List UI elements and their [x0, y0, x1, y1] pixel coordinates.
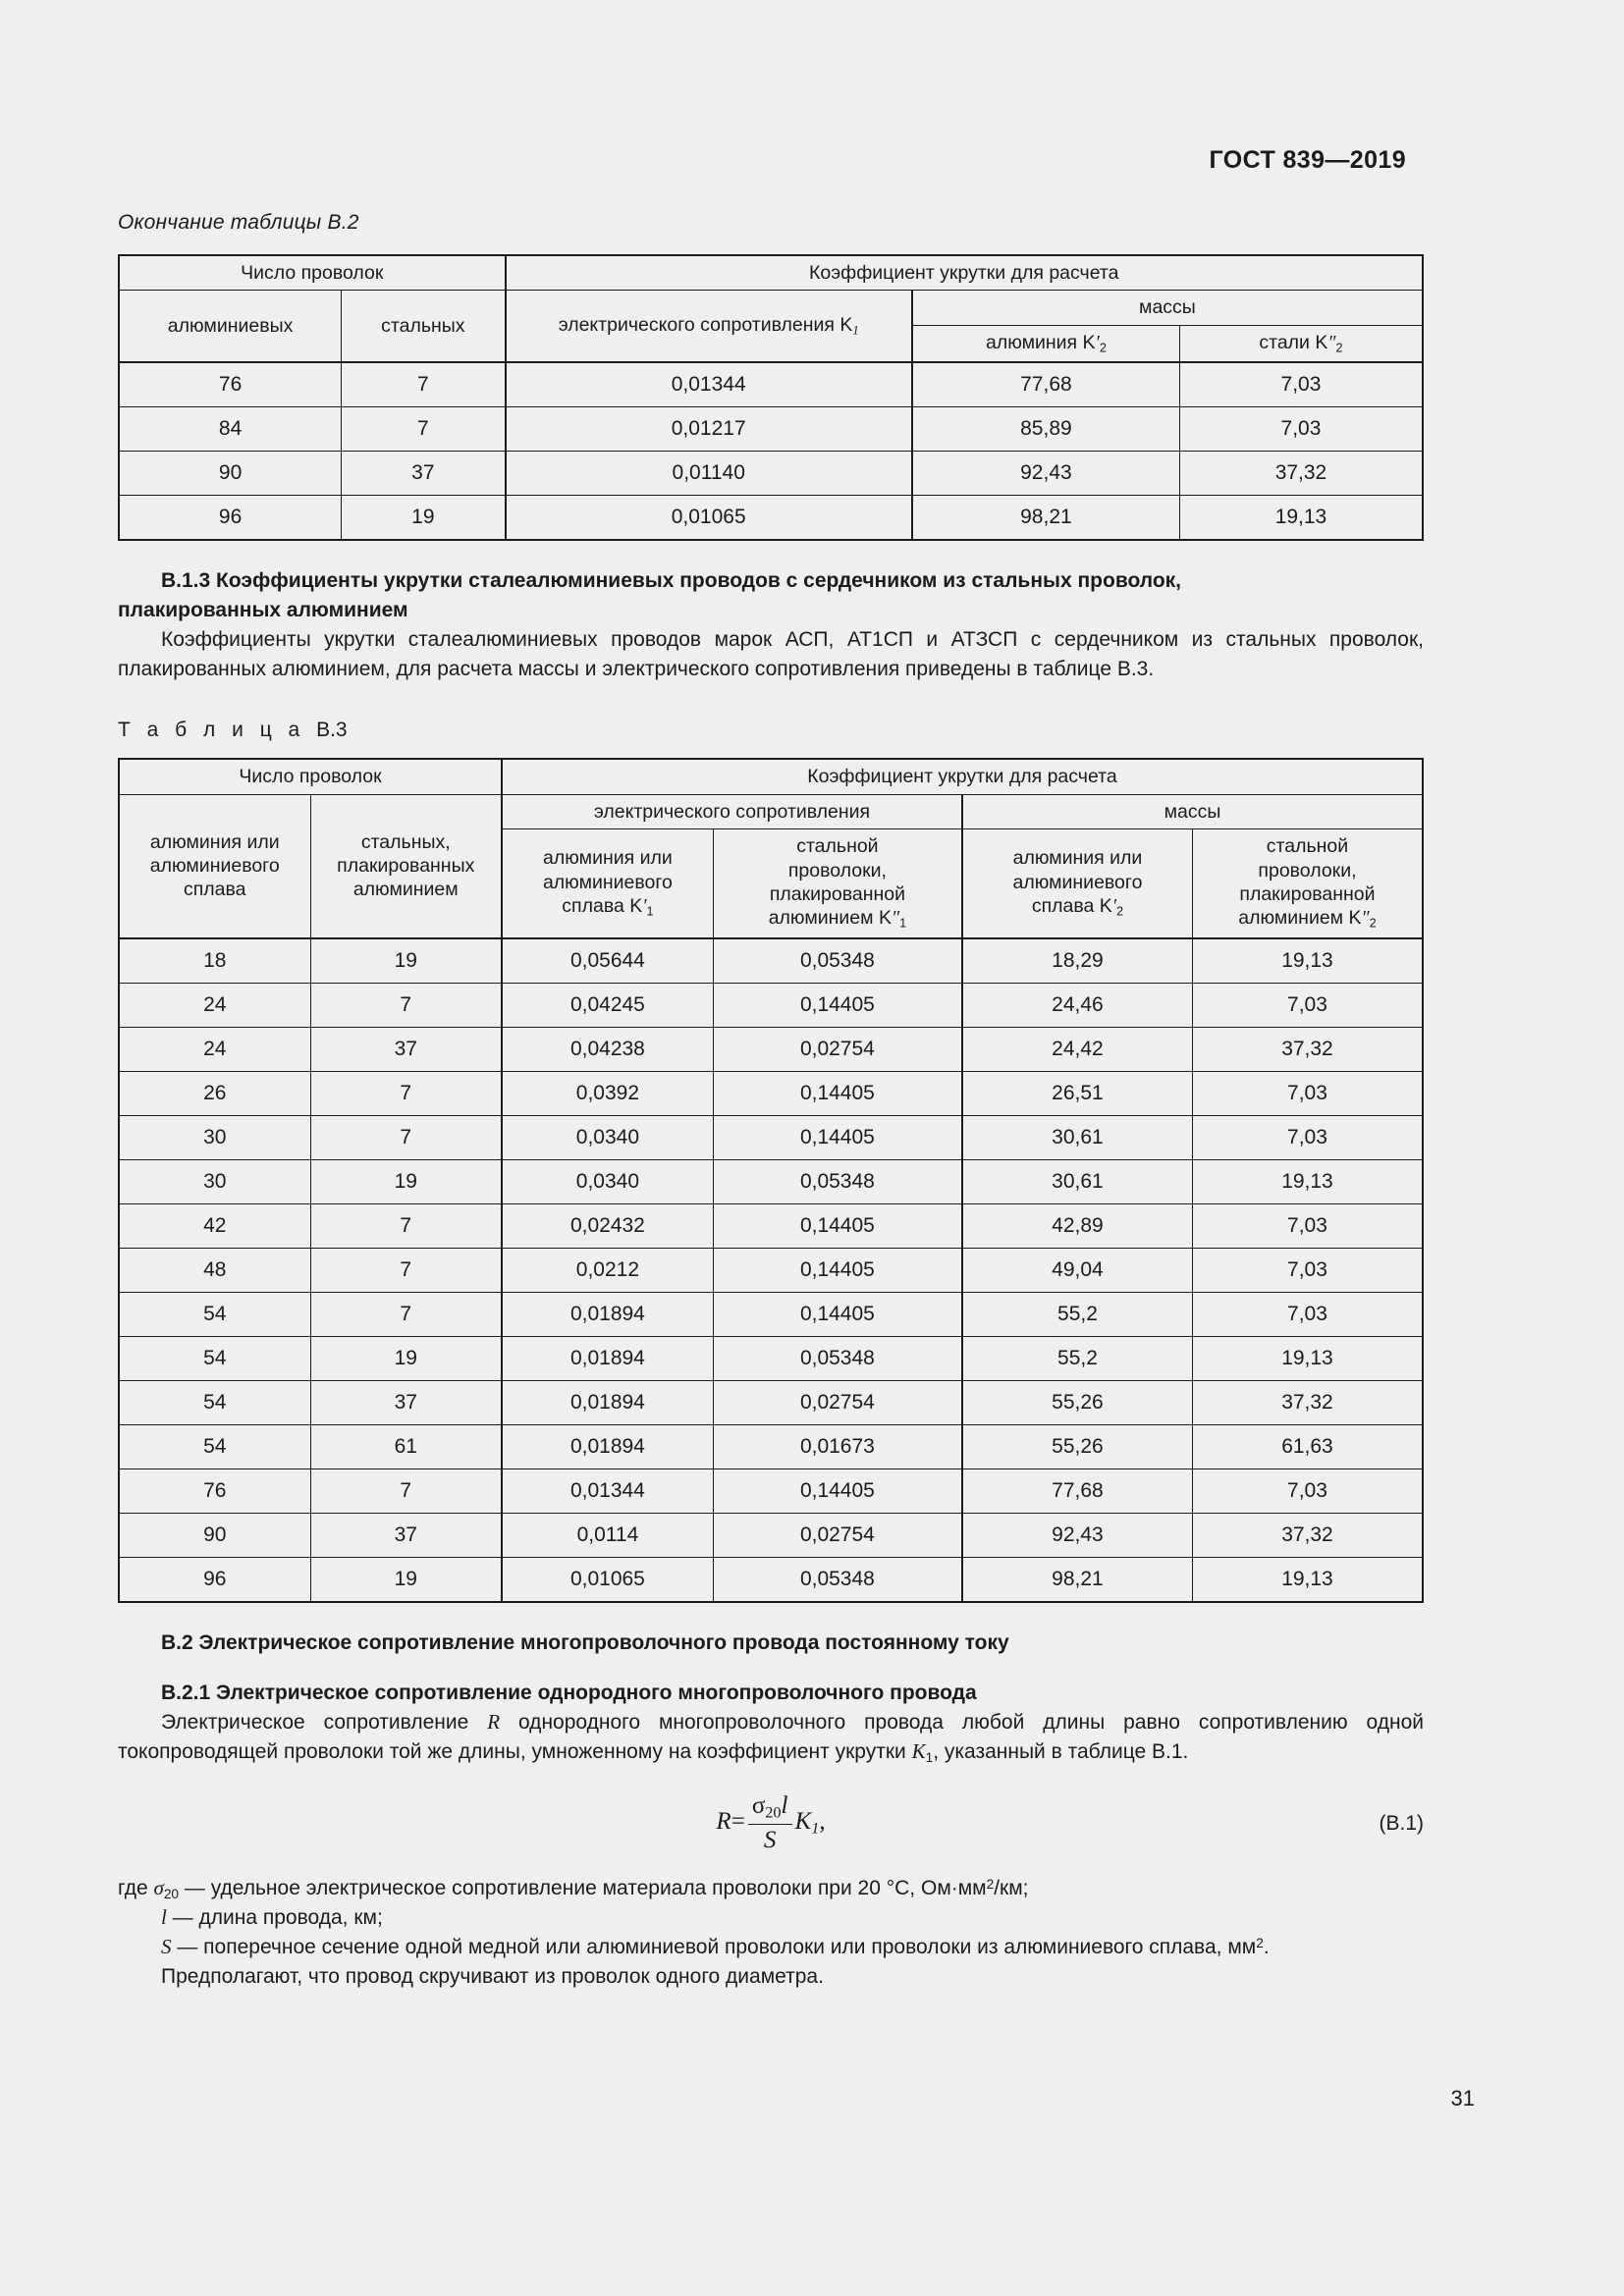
cell-steel: 37 — [310, 1027, 502, 1071]
cell-k2-al: 18,29 — [962, 938, 1192, 984]
cell-aluminium: 30 — [119, 1159, 310, 1203]
cell-k2-al: 24,42 — [962, 1027, 1192, 1071]
cell-k1-steel: 0,05348 — [713, 1336, 962, 1380]
formula-denominator: S — [763, 1826, 777, 1853]
th-mass-steel: стали $K''_2$ — [1179, 325, 1423, 362]
cell-steel: 7 — [310, 1203, 502, 1248]
page-number: 31 — [1450, 2086, 1475, 2110]
cell-mass-al: 77,68 — [912, 362, 1180, 407]
th-mass-aluminium: алюминия $K'_2$ — [912, 325, 1180, 362]
cell-k2-al: 30,61 — [962, 1159, 1192, 1203]
where-line-length: l — длина провода, км; — [161, 1905, 383, 1930]
table-b3 — [118, 758, 1424, 1602]
th-electric-resistance: электрического сопротивления $K_1$ — [506, 291, 912, 362]
cell-k2-al: 77,68 — [962, 1468, 1192, 1513]
cell-steel: 19 — [342, 496, 506, 541]
cell-k1-steel: 0,14405 — [713, 983, 962, 1027]
th-mass-aluminium: алюминия или алюминиевого сплава $K'_2$ — [962, 829, 1192, 938]
cell-k2-al: 55,2 — [962, 1292, 1192, 1336]
cell-k2-al: 30,61 — [962, 1115, 1192, 1159]
table-row — [119, 1336, 1423, 1380]
section-b2-heading: В.2 Электрическое сопротивление многопроволочного провода постоянному току — [161, 1630, 1009, 1654]
section-b13-paragraph: Коэффициенты укрутки сталеалюминиевых проводов марок АСП, АТ1СП и АТЗСП с сердечником из стальных проволок, плакированных алюминием, для расчета массы и электрического сопротивления приведены в таблице В.3. — [118, 627, 1424, 680]
cell-aluminium: 24 — [119, 983, 310, 1027]
cell-k1: 0,01344 — [506, 362, 912, 407]
th-group-resistance: электрического сопротивления — [502, 794, 962, 828]
cell-k2-al: 98,21 — [962, 1557, 1192, 1602]
table-row — [119, 1159, 1423, 1203]
cell-k1-steel: 0,14405 — [713, 1468, 962, 1513]
th-group-mass: массы — [962, 794, 1423, 828]
cell-k2-al: 24,46 — [962, 983, 1192, 1027]
cell-steel: 37 — [342, 452, 506, 496]
cell-steel: 7 — [310, 1248, 502, 1292]
cell-k2-al: 26,51 — [962, 1071, 1192, 1115]
cell-k2-steel: 7,03 — [1192, 1071, 1423, 1115]
cell-k1-steel: 0,05348 — [713, 1557, 962, 1602]
cell-aluminium: 76 — [119, 1468, 310, 1513]
cell-aluminium: 96 — [119, 496, 342, 541]
th-resistance-aluminium: алюминия или алюминиевого сплава $K'_1$ — [502, 829, 713, 938]
cell-aluminium: 54 — [119, 1292, 310, 1336]
cell-steel: 7 — [310, 1468, 502, 1513]
cell-mass-steel: 7,03 — [1179, 362, 1423, 407]
cell-steel: 37 — [310, 1513, 502, 1557]
cell-k2-steel: 7,03 — [1192, 1292, 1423, 1336]
cell-steel: 7 — [310, 1115, 502, 1159]
cell-mass-steel: 19,13 — [1179, 496, 1423, 541]
cell-aluminium: 90 — [119, 452, 342, 496]
cell-k1: 0,01217 — [506, 407, 912, 452]
cell-k1-al: 0,0212 — [502, 1248, 713, 1292]
cell-k2-steel: 37,32 — [1192, 1380, 1423, 1424]
cell-mass-al: 98,21 — [912, 496, 1180, 541]
formula-numerator: $\sigma_{20}l$ — [748, 1792, 792, 1825]
cell-k1-steel: 0,05348 — [713, 1159, 962, 1203]
table-row — [119, 1468, 1423, 1513]
cell-k1-steel: 0,14405 — [713, 1071, 962, 1115]
where-definitions — [118, 1874, 1424, 1992]
cell-k2-steel: 7,03 — [1192, 983, 1423, 1027]
page-header-standard: ГОСТ 839—2019 — [1209, 146, 1406, 174]
table-row-header — [119, 291, 1423, 325]
cell-k2-steel: 19,13 — [1192, 1336, 1423, 1380]
table-row — [119, 1248, 1423, 1292]
cell-k1-steel: 0,05348 — [713, 938, 962, 984]
formula-number: (В.1) — [1379, 1811, 1424, 1835]
cell-steel: 7 — [342, 362, 506, 407]
where-line-section: S — поперечное сечение одной медной или алюминиевой проволоки или проволоки из алюминиевого сплава, $мм^2$. — [161, 1934, 1270, 1958]
cell-k1-al: 0,01894 — [502, 1424, 713, 1468]
cell-k2-al: 55,26 — [962, 1424, 1192, 1468]
cell-k2-steel: 7,03 — [1192, 1468, 1423, 1513]
cell-aluminium: 84 — [119, 407, 342, 452]
cell-k2-al: 49,04 — [962, 1248, 1192, 1292]
table-row — [119, 407, 1423, 452]
cell-k1: 0,01065 — [506, 496, 912, 541]
cell-k1-al: 0,01894 — [502, 1292, 713, 1336]
cell-k2-steel: 19,13 — [1192, 1159, 1423, 1203]
table-row — [119, 1380, 1423, 1424]
cell-k1-al: 0,01894 — [502, 1336, 713, 1380]
section-b13-heading — [118, 566, 1424, 596]
formula-b1 — [118, 1792, 1424, 1854]
cell-k2-steel: 37,32 — [1192, 1027, 1423, 1071]
cell-k1-steel: 0,02754 — [713, 1513, 962, 1557]
cell-aluminium: 54 — [119, 1424, 310, 1468]
table-row — [119, 938, 1423, 984]
table-row — [119, 1203, 1423, 1248]
section-b13-heading-line2: плакированных алюминием — [118, 598, 408, 621]
table-row-header — [119, 255, 1423, 291]
cell-k1: 0,01140 — [506, 452, 912, 496]
cell-k1-steel: 0,01673 — [713, 1424, 962, 1468]
cell-k2-steel: 19,13 — [1192, 1557, 1423, 1602]
page-content — [118, 211, 1424, 1991]
cell-k1-al: 0,05644 — [502, 938, 713, 984]
th-group-wires: Число проволок — [119, 759, 502, 794]
cell-k1-al: 0,0392 — [502, 1071, 713, 1115]
where-line-note: Предполагают, что провод скручивают из проволок одного диаметра. — [161, 1964, 824, 1988]
cell-k1-al: 0,01344 — [502, 1468, 713, 1513]
cell-aluminium: 18 — [119, 938, 310, 984]
cell-mass-steel: 7,03 — [1179, 407, 1423, 452]
formula-fraction — [748, 1792, 792, 1854]
cell-aluminium: 30 — [119, 1115, 310, 1159]
th-group-coeff: Коэффициент укрутки для расчета — [506, 255, 1423, 291]
table-row — [119, 983, 1423, 1027]
cell-k2-steel: 61,63 — [1192, 1424, 1423, 1468]
cell-steel: 7 — [310, 1292, 502, 1336]
cell-k1-al: 0,01894 — [502, 1380, 713, 1424]
cell-k2-al: 42,89 — [962, 1203, 1192, 1248]
section-b13-heading-line1: В.1.3 Коэффициенты укрутки сталеалюминиевых проводов с сердечником из стальных проволок, — [161, 569, 1181, 593]
cell-mass-al: 92,43 — [912, 452, 1180, 496]
cell-steel: 7 — [310, 983, 502, 1027]
table-row — [119, 1424, 1423, 1468]
table-row-header — [119, 759, 1423, 794]
cell-aluminium: 96 — [119, 1557, 310, 1602]
th-steel-clad: стальных, плакированных алюминием — [310, 794, 502, 937]
cell-k1-al: 0,0340 — [502, 1159, 713, 1203]
cell-k1-al: 0,0114 — [502, 1513, 713, 1557]
cell-k2-al: 55,26 — [962, 1380, 1192, 1424]
table-b2-end — [118, 254, 1424, 541]
table-row — [119, 1513, 1423, 1557]
cell-k1-steel: 0,14405 — [713, 1203, 962, 1248]
cell-k2-steel: 7,03 — [1192, 1115, 1423, 1159]
section-b21-paragraph: Электрическое сопротивление R однородного многопроволочного провода любой длины равно сопротивлению одной токопроводящей проволоки той же длины, умноженному на коэффициент укрутки $K_1$, указанный в таблице В.1. — [118, 1710, 1424, 1765]
cell-k1-al: 0,04245 — [502, 983, 713, 1027]
cell-steel: 7 — [310, 1071, 502, 1115]
cell-steel: 19 — [310, 1557, 502, 1602]
th-al-or-alloy: алюминия или алюминиевого сплава — [119, 794, 310, 937]
cell-k2-al: 92,43 — [962, 1513, 1192, 1557]
formula-expression: R= $\frac{\sigma_{20}l}{S}$ $K_1$, — [716, 1792, 826, 1853]
cell-k1-steel: 0,02754 — [713, 1380, 962, 1424]
table-row — [119, 362, 1423, 407]
cell-mass-al: 85,89 — [912, 407, 1180, 452]
th-resistance-steel-clad: стальной проволоки, плакированной алюминием $K''_1$ — [713, 829, 962, 938]
th-group-wires: Число проволок — [119, 255, 506, 291]
table-row — [119, 1557, 1423, 1602]
cell-k2-steel: 7,03 — [1192, 1248, 1423, 1292]
table-row — [119, 496, 1423, 541]
table-b2-continuation-caption: Окончание таблицы В.2 — [118, 211, 359, 234]
table-row — [119, 1071, 1423, 1115]
cell-k2-steel: 7,03 — [1192, 1203, 1423, 1248]
cell-steel: 19 — [310, 1159, 502, 1203]
cell-aluminium: 24 — [119, 1027, 310, 1071]
cell-k1-steel: 0,02754 — [713, 1027, 962, 1071]
th-group-coeff: Коэффициент укрутки для расчета — [502, 759, 1423, 794]
cell-k1-al: 0,0340 — [502, 1115, 713, 1159]
table-row-header — [119, 794, 1423, 828]
th-mass-steel-clad: стальной проволоки, плакированной алюминием $K''_2$ — [1192, 829, 1423, 938]
cell-steel: 37 — [310, 1380, 502, 1424]
cell-aluminium: 26 — [119, 1071, 310, 1115]
where-line-sigma: где $\sigma_{20}$ — удельное электрическое сопротивление материала проволоки при 20 °С, $Ом\cdot мм^2/км$; — [118, 1875, 1029, 1901]
table-row — [119, 452, 1423, 496]
table-b3-caption: Т а б л и ц а В.3 — [118, 719, 348, 742]
cell-aluminium: 48 — [119, 1248, 310, 1292]
cell-k1-al: 0,04238 — [502, 1027, 713, 1071]
cell-k2-al: 55,2 — [962, 1336, 1192, 1380]
table-row — [119, 1292, 1423, 1336]
cell-steel: 61 — [310, 1424, 502, 1468]
cell-k1-al: 0,01065 — [502, 1557, 713, 1602]
cell-k1-steel: 0,14405 — [713, 1115, 962, 1159]
cell-mass-steel: 37,32 — [1179, 452, 1423, 496]
cell-aluminium: 42 — [119, 1203, 310, 1248]
cell-k2-steel: 19,13 — [1192, 938, 1423, 984]
section-b21-heading: В.2.1 Электрическое сопротивление однородного многопроволочного провода — [161, 1682, 977, 1705]
cell-steel: 7 — [342, 407, 506, 452]
cell-k2-steel: 37,32 — [1192, 1513, 1423, 1557]
cell-steel: 19 — [310, 1336, 502, 1380]
table-row — [119, 1115, 1423, 1159]
cell-aluminium: 54 — [119, 1380, 310, 1424]
th-aluminium: алюминиевых — [119, 291, 342, 362]
cell-k1-al: 0,02432 — [502, 1203, 713, 1248]
cell-aluminium: 54 — [119, 1336, 310, 1380]
cell-k1-steel: 0,14405 — [713, 1292, 962, 1336]
cell-k1-steel: 0,14405 — [713, 1248, 962, 1292]
th-steel: стальных — [342, 291, 506, 362]
th-group-mass: массы — [912, 291, 1423, 325]
cell-steel: 19 — [310, 938, 502, 984]
cell-aluminium: 76 — [119, 362, 342, 407]
cell-aluminium: 90 — [119, 1513, 310, 1557]
table-row — [119, 1027, 1423, 1071]
